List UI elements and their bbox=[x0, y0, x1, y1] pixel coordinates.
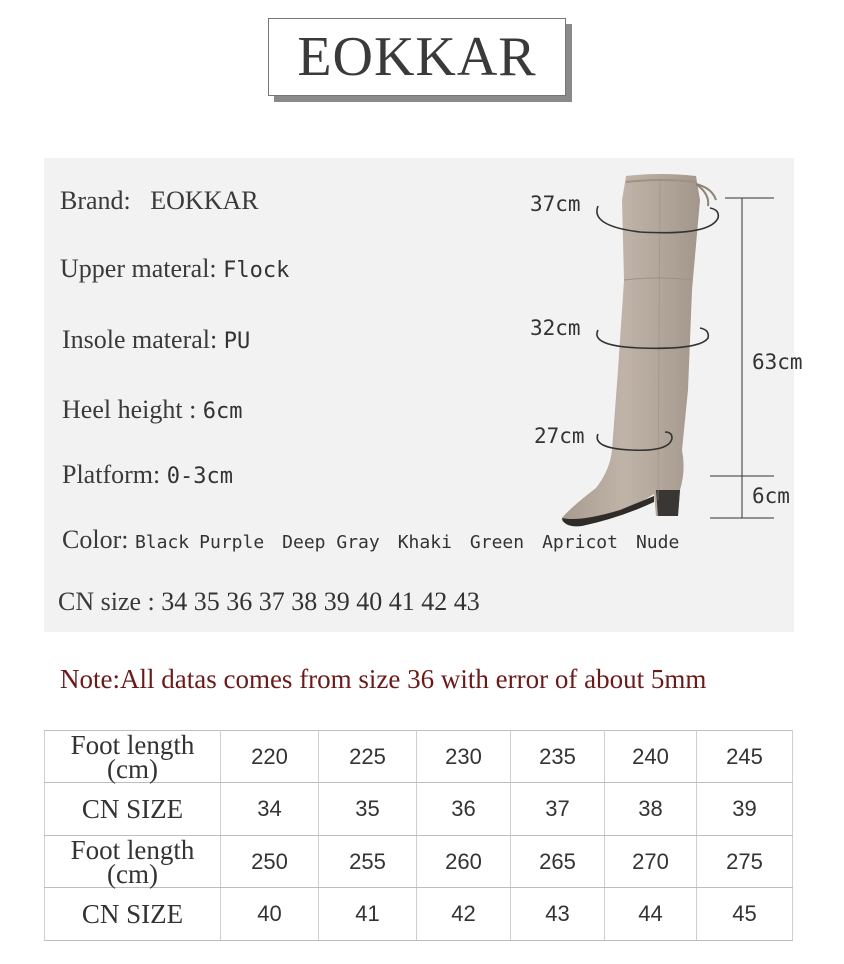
spec-heel bbox=[62, 395, 243, 425]
spec-cn-size-label: CN size : bbox=[58, 587, 155, 616]
spec-insole-label: Insole materal: bbox=[62, 325, 218, 354]
color-option: Deep Gray bbox=[282, 532, 380, 553]
foot-length-header bbox=[45, 836, 221, 888]
table-cell: 41 bbox=[319, 888, 417, 941]
spec-heel-label: Heel height : bbox=[62, 395, 197, 424]
table-cell: 230 bbox=[417, 731, 511, 783]
spec-upper-label: Upper materal: bbox=[60, 254, 217, 283]
table-cell: 220 bbox=[221, 731, 319, 783]
table-cell: 40 bbox=[221, 888, 319, 941]
measure-total-height: 63cm bbox=[752, 350, 803, 374]
boot-heel bbox=[656, 490, 680, 516]
table-cell: 265 bbox=[511, 836, 605, 888]
table-row bbox=[45, 783, 793, 836]
foot-length-label: Foot length bbox=[70, 834, 195, 865]
spec-upper bbox=[60, 254, 289, 284]
color-option: Purple bbox=[199, 532, 265, 553]
table-cell: 270 bbox=[605, 836, 697, 888]
brand-logo bbox=[268, 18, 574, 104]
spec-brand-value: EOKKAR bbox=[150, 186, 259, 215]
spec-upper-value: Flock bbox=[223, 258, 290, 283]
table-cell: 255 bbox=[319, 836, 417, 888]
table-cell: 38 bbox=[605, 783, 697, 836]
spec-insole bbox=[62, 325, 250, 355]
spec-color-label: Color: bbox=[62, 525, 129, 554]
size-note: Note:All datas comes from size 36 with error of about 5mm bbox=[60, 664, 707, 694]
color-option: Green bbox=[469, 532, 525, 553]
table-row bbox=[45, 836, 793, 888]
foot-length-unit: (cm) bbox=[107, 858, 158, 889]
spec-heel-value: 6cm bbox=[202, 399, 243, 424]
table-cell: 34 bbox=[221, 783, 319, 836]
logo-box bbox=[268, 18, 566, 96]
color-option: Nude bbox=[635, 532, 680, 553]
measure-mid: 32cm bbox=[530, 316, 581, 340]
table-cell: 275 bbox=[697, 836, 793, 888]
color-option: Khaki bbox=[397, 532, 452, 553]
table-cell: 44 bbox=[605, 888, 697, 941]
spec-cn-size bbox=[58, 587, 480, 617]
table-cell: 250 bbox=[221, 836, 319, 888]
spec-platform bbox=[62, 460, 233, 490]
cn-size-header: CN SIZE bbox=[45, 888, 221, 941]
spec-platform-label: Platform: bbox=[62, 460, 161, 489]
table-cell: 35 bbox=[319, 783, 417, 836]
spec-platform-value: 0-3cm bbox=[166, 464, 233, 489]
table-cell: 240 bbox=[605, 731, 697, 783]
table-cell: 42 bbox=[417, 888, 511, 941]
table-cell: 43 bbox=[511, 888, 605, 941]
logo-text: EOKKAR bbox=[297, 26, 537, 88]
foot-length-header bbox=[45, 731, 221, 783]
table-cell: 45 bbox=[697, 888, 793, 941]
table-cell: 235 bbox=[511, 731, 605, 783]
color-option: Black bbox=[134, 532, 190, 553]
measure-lower: 27cm bbox=[534, 424, 585, 448]
spec-brand bbox=[60, 186, 259, 216]
measure-heel-height: 6cm bbox=[752, 484, 790, 508]
spec-cn-size-value: 34 35 36 37 38 39 40 41 42 43 bbox=[161, 587, 480, 616]
spec-brand-label: Brand: bbox=[60, 186, 131, 215]
table-cell: 225 bbox=[319, 731, 417, 783]
boot-shape bbox=[562, 174, 700, 523]
size-table bbox=[44, 730, 793, 941]
foot-length-unit: (cm) bbox=[107, 753, 158, 784]
foot-length-label: Foot length bbox=[70, 729, 195, 760]
table-cell: 36 bbox=[417, 783, 511, 836]
table-cell: 260 bbox=[417, 836, 511, 888]
color-option: Apricot bbox=[542, 532, 618, 553]
table-cell: 245 bbox=[697, 731, 793, 783]
spec-insole-value: PU bbox=[223, 329, 251, 354]
table-cell: 37 bbox=[511, 783, 605, 836]
measure-top: 37cm bbox=[530, 192, 581, 216]
table-row bbox=[45, 731, 793, 783]
table-row bbox=[45, 888, 793, 941]
cn-size-header: CN SIZE bbox=[45, 783, 221, 836]
table-cell: 39 bbox=[697, 783, 793, 836]
